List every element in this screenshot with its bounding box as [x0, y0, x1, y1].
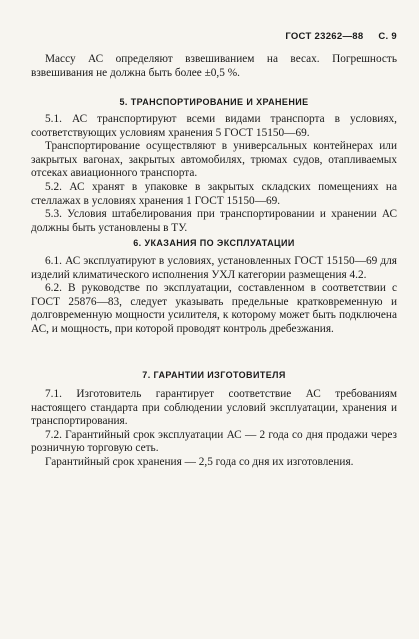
paragraph-5-1: 5.1. АС транспортируют всеми видами транспорта в условиях, соответствующих условиям хранения 5 ГОСТ 15150—69.	[31, 113, 397, 139]
section-7-body	[31, 388, 397, 470]
intro-block	[31, 53, 397, 80]
paragraph-5-2: 5.2. АС хранят в упаковке в закрытых складских помещениях на стеллажах в условиях хранения 1 ГОСТ 15150—69.	[31, 180, 397, 207]
paragraph-6-2: 6.2. В руководстве по эксплуатации, составленном в соответствии с ГОСТ 25876—83, следует указывать предельные кратковременную и долговременную мощности усилителя, к которому может быть подключена АС, и мощность, при которой проводят контроль дребезжания.	[31, 282, 397, 335]
paragraph-6-1: 6.1. АС эксплуатируют в условиях, установленных ГОСТ 15150—69 для изделий климатического исполнения УХЛ категории размещения 4.2.	[31, 255, 397, 281]
paragraph-5-1-cont: Транспортирование осуществляют в универсальных контейнерах или закрытых вагонах, закрытых автомобилях, трюмах судов, отапливаемых отсеках авиационного транспорта.	[31, 140, 397, 180]
paragraph-5-3: 5.3. Условия штабелирования при транспортировании и хранении АС должны быть установлены в ТУ.	[31, 208, 397, 234]
page-number: С. 9	[378, 31, 397, 42]
paragraph-7-2-cont: Гарантийный срок хранения — 2,5 года со дня их изготовления.	[45, 455, 354, 468]
paragraph-7-2: 7.2. Гарантийный срок эксплуатации АС — 2 года со дня продажи через розничную торговую сеть.	[31, 428, 397, 455]
paragraph-7-1: 7.1. Изготовитель гарантирует соответствие АС требованиям настоящего стандарта при соблюдении условий эксплуатации, хранения и транспортирования.	[31, 388, 397, 428]
intro-paragraph: Массу АС определяют взвешиванием на весах. Погрешность взвешивания не должна быть более ±0,5 %.	[31, 53, 397, 79]
section-5-body	[31, 113, 397, 235]
section-7-title: 7. ГАРАНТИИ ИЗГОТОВИТЕЛЯ	[142, 370, 286, 380]
section-6-title: 6. УКАЗАНИЯ ПО ЭКСПЛУАТАЦИИ	[133, 238, 295, 248]
section-6-body	[31, 255, 397, 337]
section-5-title: 5. ТРАНСПОРТИРОВАНИЕ И ХРАНЕНИЕ	[119, 97, 309, 107]
standard-number: ГОСТ 23262—88	[285, 31, 364, 42]
page-header	[285, 31, 397, 42]
